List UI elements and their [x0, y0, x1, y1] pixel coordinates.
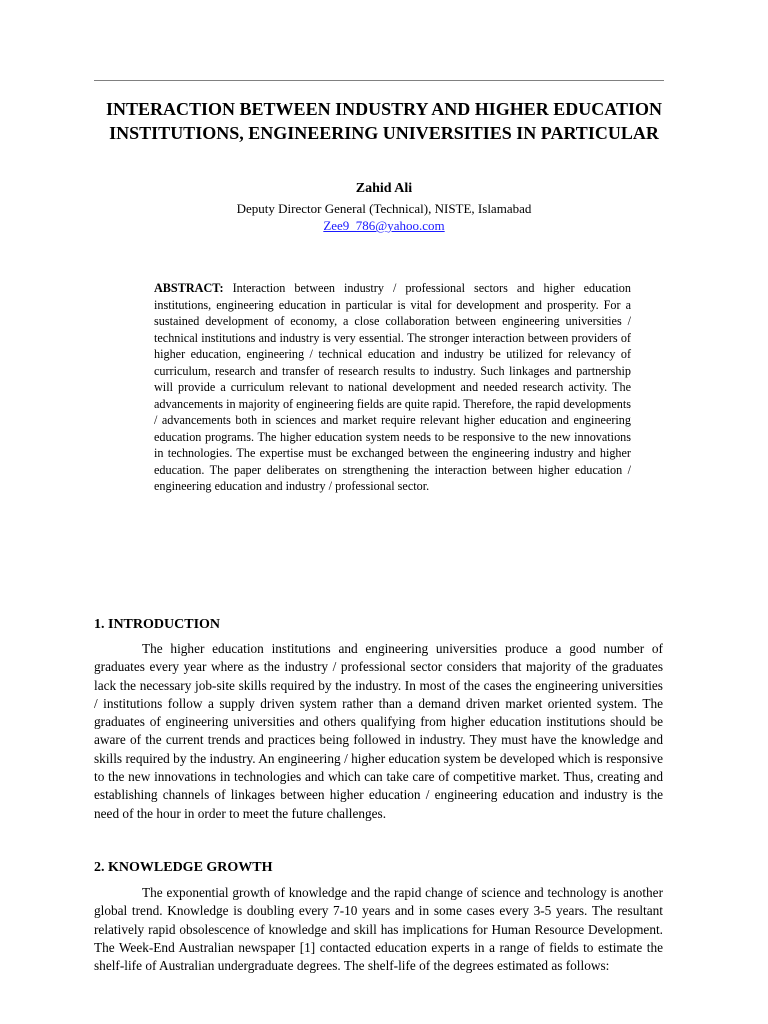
section-text-introduction: The higher education institutions and engineering universities produce a good number of graduates every year where as the industry / professional sector considers that majority of the graduates lack the necessary job-site skills required by the industry. In most of the cases the engineering universities / institutions follow a supply driven system rather than a demand driven market oriented system. The graduates of engineering universities and others qualifying from higher education institutions should be aware of the current trends and practices being followed in industry. They must have the knowledge and skills required by the industry. An engineering / higher education system be developed which is responsive to the new innovations in technologies and which can take care of competitive market. Thus, creating and establishing channels of linkages between higher education / engineering education and industry is the need of the hour in order to meet the future challenges.: [94, 641, 663, 821]
abstract: [154, 280, 631, 495]
section-heading-introduction: 1. INTRODUCTION: [94, 617, 221, 632]
email-link[interactable]: Zee9_786@yahoo.com: [323, 218, 445, 233]
author-name: Zahid Ali: [355, 181, 413, 196]
abstract-text: Interaction between industry / professional sectors and higher education institutions, engineering education in particular is vital for development and prosperity. For a sustained development of economy, a close collaboration between engineering universities / technical institutions and industry is very essential. The stronger interaction between providers of higher education, engineering / technical education and industry be utilized for relevancy of curriculum, research and transfer of research results to industry. Such linkages and partnership will provide a curriculum relevant to national development and needed research activity. The advancements in majority of engineering fields are quite rapid. Therefore, the rapid developments / advancements both in sciences and market require relevant higher education and engineering education programs. The higher education system needs to be responsive to the new innovations in technologies. The expertise must be exchanged between the engineering industry and higher education. The paper deliberates on strengthening the interaction between higher education / engineering education and industry / professional sector.: [154, 281, 631, 493]
header-rule: [94, 80, 664, 81]
section-heading-knowledge-growth: 2. KNOWLEDGE GROWTH: [94, 860, 273, 875]
author-email: [60, 217, 708, 234]
paper-title: INTERACTION BETWEEN INDUSTRY AND HIGHER EDUCATION INSTITUTIONS, ENGINEERING UNIVERSITIES IN PARTICULAR: [106, 99, 662, 143]
section-text-knowledge-growth: The exponential growth of knowledge and the rapid change of science and technology is another global trend. Knowledge is doubling every 7-10 years and in some cases every 3-5 years. The resultant relatively rapid obsolescence of knowledge and skill has implications for Human Resource Development. The Week-End Australian newspaper [1] contacted education experts in a range of fields to estimate the shelf-life of Australian undergraduate degrees. The shelf-life of the degrees estimated as follows:: [94, 885, 663, 974]
author-affiliation: Deputy Director General (Technical), NISTE, Islamabad: [236, 201, 532, 216]
abstract-label: ABSTRACT:: [154, 281, 224, 295]
